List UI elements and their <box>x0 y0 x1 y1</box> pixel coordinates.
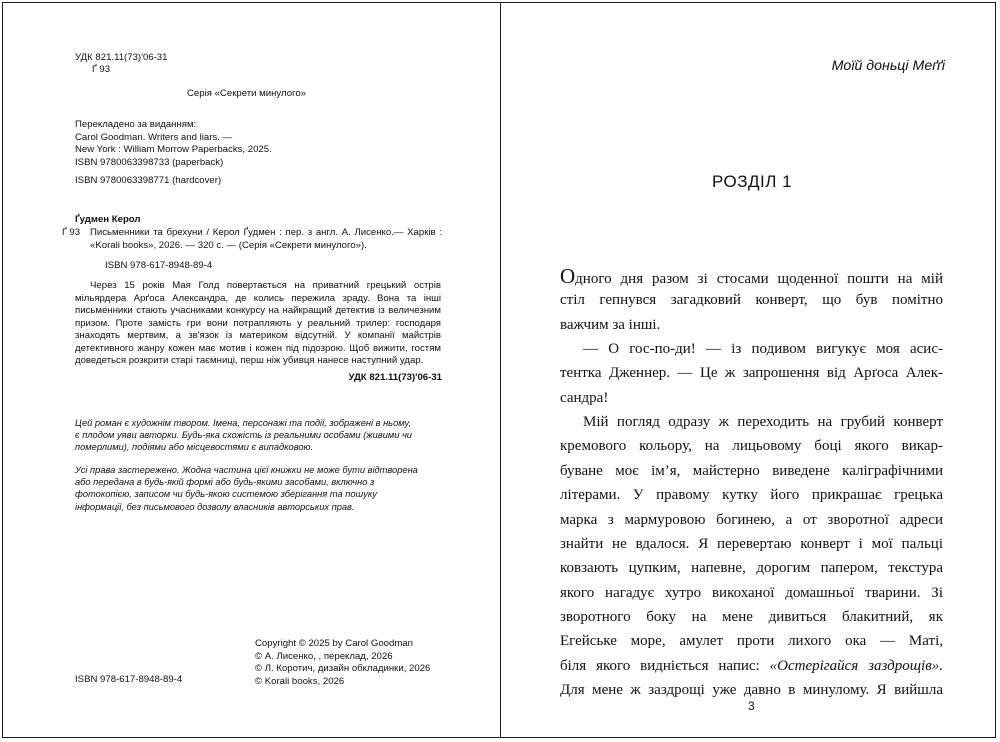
copyright-line: © Л. Коротич, дизайн обкладинки, 2026 <box>255 663 431 674</box>
copyright-block <box>255 638 430 688</box>
page-number: 3 <box>748 699 755 713</box>
author-mark: Ґ 93 <box>62 227 81 238</box>
copyright-line: © А. Лисенко, , переклад, 2026 <box>255 650 393 662</box>
isbn-hardcover: ISBN 9780063398771 (hardcover) <box>75 175 222 186</box>
author-mark-top: Ґ 93 <box>92 64 111 75</box>
body-line: — О гос-по-ди! — із подивом вигукує моя асис- <box>583 341 943 357</box>
rights-notice: Усі права застережено. Жодна частина цієї книжки не може бути відтворена або передана в будь-якій формі або будь-якими засобами, включно з фотокопією, записом чи будь-якою системою зберігання та пошуку інформації, без письмового дозволу власників авторських прав. <box>75 465 418 512</box>
body-line: біля якого видніється напис: «Остерігайся заздрощів». <box>560 658 943 674</box>
body-line: кремового кольору, на лицьовому боці якого викар- <box>560 438 943 454</box>
body-line: Для мене ж заздрощі уже давно в минулому. Я вийшла <box>560 682 943 698</box>
isbn-paperback: ISBN 9780063398733 (paperback) <box>75 157 224 168</box>
body-line: літерами. У правому кутку його прикрашає грецька <box>560 487 943 503</box>
body-line: важчим за інші. <box>560 317 661 333</box>
translated-from-line: Carol Goodman. Writers and liars. — <box>75 131 233 143</box>
udk-code-bottom: УДК 821.11(73)'06-31 <box>348 372 442 383</box>
body-line: зворотного боку на мене дивиться блакитний, як <box>560 609 943 625</box>
body-line: сандра! <box>560 390 609 406</box>
body-line: буване моє ім’я, майстерно виведене каліграфічними <box>560 463 943 479</box>
body-line: ковзають цупким, напевне, дорогим папером, текстура <box>560 560 943 576</box>
body-line: Одного дня разом зі стосами щоденної пошти на мій <box>560 264 943 288</box>
body-line: Егейське море, амулет проти лихого ока — Маті, <box>560 633 943 649</box>
isbn-footer: ISBN 978-617-8948-89-4 <box>75 674 183 685</box>
copyright-line: Copyright © 2025 by Carol Goodman <box>255 638 413 649</box>
drop-cap: О <box>560 264 576 288</box>
udk-code-top: УДК 821.11(73)'06-31 <box>75 52 168 63</box>
page-gutter <box>500 2 501 738</box>
chapter-title: РОЗДІЛ 1 <box>712 172 793 191</box>
translated-from <box>75 119 272 157</box>
fiction-disclaimer: Цей роман є художнім твором. Імена, персонажі та події, зображені в ньому, є плодом уяви авторки. Будь-яка схожість із реальними особами (живими чи померлими), подіями або місцевостями є випадковою. <box>75 418 412 453</box>
body-line: стіл гепнувся загадковий конверт, що був помітно <box>560 292 943 308</box>
author-heading: Ґудмен Керол <box>75 214 141 225</box>
bibliographic-description: Письменники та брехуни / Керол Ґудмен : пер. з англ. А. Лисенко.— Харків : «Korali books», 2026. — 320 с. — (Серія «Секрети минулого»). <box>90 227 442 251</box>
copyright-line: © Korali books, 2026 <box>255 675 345 687</box>
italic-inscription: «Остерігайся заздрощів». <box>769 658 943 674</box>
body-line: тентка Дженнер. — Це ж запрошення від Арґоса Алек- <box>560 365 943 381</box>
isbn-main: ISBN 978-617-8948-89-4 <box>105 260 213 271</box>
body-line: знайти не вдалося. Я перевертаю конверт і мої пальці <box>560 536 943 552</box>
body-line: марка з мармуровою богинею, а от зворотної адреси <box>560 512 943 528</box>
body-line: Мій погляд одразу ж переходить на грубий конверт <box>583 414 943 430</box>
dedication: Моїй доньці Меґґі <box>831 58 945 74</box>
series-title: Серія «Секрети минулого» <box>187 88 306 99</box>
body-line: якого нагадує хутро викоханої домашньої тварини. Зі <box>560 585 943 601</box>
annotation: Через 15 років Мая Голд повертається на приватний грецький острів мільярдера Арґоса Александра, де колись пережила зраду. Вона та інші письменники стають учасниками конкурсу на найкращий детектив із величезним призом. Проте замість гри вони потрапляють у реальний трилер: господаря знаходять мертвим, а зв'язок із материком відсутній. У компанії майстрів детективного жанру кожен має мотив і кожен під підозрою. Щоб вижити, гостям доведеться розкрити старі таємниці, перш ніж убивця нанесе наступний удар. <box>75 280 441 366</box>
translated-from-line: Перекладено за виданням: <box>75 119 197 130</box>
translated-from-line: New York : William Morrow Paperbacks, 2025. <box>75 144 272 155</box>
